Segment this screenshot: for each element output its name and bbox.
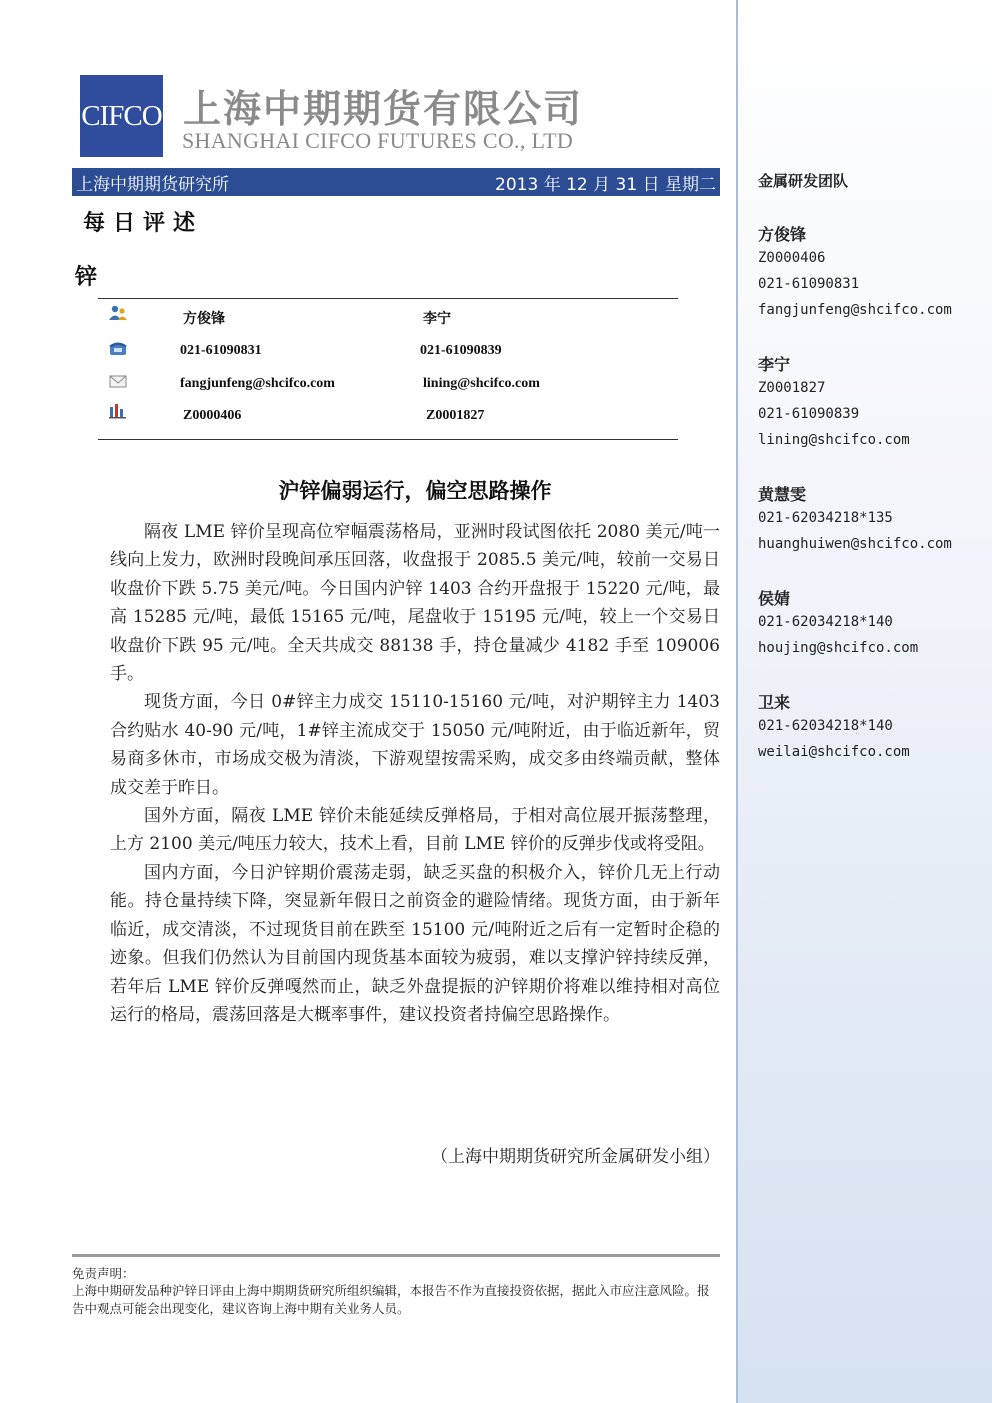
article-paragraph: 国外方面，隔夜 LME 锌价未能延续反弹格局，于相对高位展开振荡整理，上方 2100 美元/吨压力较大，技术上看，目前 LME 锌价的反弹步伐或将受阻。	[110, 806, 720, 855]
article-signature: （上海中期期货研究所金属研发小组）	[431, 1147, 720, 1167]
analyst-contact-table	[98, 298, 678, 440]
phone-icon	[108, 340, 128, 356]
disclaimer-divider	[72, 1254, 720, 1257]
sidebar-member-email[interactable]: houjing@shcifco.com	[758, 640, 919, 656]
contact-license-right: Z0001827	[426, 408, 485, 423]
article-body	[110, 518, 720, 1029]
company-name-en: SHANGHAI CIFCO FUTURES CO., LTD	[182, 128, 574, 153]
sidebar-member-license: Z0000406	[758, 250, 826, 266]
article-paragraph: 现货方面，今日 0#锌主力成交 15110-15160 元/吨，对沪期锌主力 1403 合约贴水 40-90 元/吨，1#锌主流成交于 15050 元/吨附近，由于临近新年，贸易商多休市，市场成交极为清淡，下游观望按需采购，成交多由终端贡献，整体成交差于昨日。	[110, 692, 720, 798]
section-title: 每日评述	[83, 211, 204, 236]
contact-name-left: 方俊锋	[183, 312, 225, 327]
disclaimer-text: 上海中期研发品种沪锌日评由上海中期期货研究所组织编辑，本报告不作为直接投资依据，据此入市应注意风险。报告中观点可能会出现变化，建议咨询上海中期有关业务人员。	[72, 1283, 710, 1316]
contact-name-right: 李宁	[423, 312, 451, 327]
sidebar-member-phone: 021-61090839	[758, 406, 860, 422]
contact-email-right[interactable]: lining@shcifco.com	[423, 376, 540, 391]
sidebar-member-name: 卫来	[758, 693, 791, 712]
research-team-sidebar	[736, 0, 992, 1403]
institute-name: 上海中期期货研究所	[76, 174, 229, 195]
sidebar-member-phone: 021-61090831	[758, 276, 860, 292]
mail-icon	[108, 373, 128, 389]
disclaimer-title: 免责声明：	[72, 1266, 135, 1281]
article-paragraph: 国内方面，今日沪锌期价震荡走弱，缺乏买盘的积极介入，锌价几无上行动能。持仓量持续下降，突显新年假日之前资金的避险情绪。现货方面，由于新年临近，成交清淡，不过现货目前在跌至 15100 元/吨附近之后有一定暂时企稳的迹象。但我们仍然认为目前国内现货基本面较为疲弱，难以支撑沪锌持续反弹，若年后 LME 锌价反弹嘎然而止，缺乏外盘提振的沪锌期价将难以维持相对高位运行的格局，震荡回落是大概率事件，建议投资者持偏空思路操作。	[110, 862, 720, 1025]
contact-license-left: Z0000406	[183, 408, 242, 423]
contact-email-left[interactable]: fangjunfeng@shcifco.com	[180, 376, 335, 391]
sidebar-member-email[interactable]: huanghuiwen@shcifco.com	[758, 536, 952, 552]
sidebar-member-name: 侯婧	[758, 589, 791, 608]
article-title: 沪锌偏弱运行，偏空思路操作	[278, 479, 552, 503]
commodity-title: 锌	[75, 265, 98, 290]
company-logo	[80, 75, 163, 157]
logo-text: CIFCO	[81, 99, 162, 132]
contact-phone-left: 021-61090831	[180, 343, 262, 358]
sidebar-member-email[interactable]: weilai@shcifco.com	[758, 744, 910, 760]
header-banner	[72, 168, 720, 196]
license-icon	[108, 403, 128, 419]
sidebar-member-name: 方俊锋	[758, 225, 807, 244]
contact-phone-right: 021-61090839	[420, 343, 502, 358]
sidebar-member-phone: 021-62034218*135	[758, 510, 893, 526]
sidebar-title: 金属研发团队	[758, 172, 849, 190]
sidebar-member-phone: 021-62034218*140	[758, 614, 893, 630]
sidebar-member-name: 黄慧雯	[758, 485, 807, 504]
report-date: 2013 年 12 月 31 日 星期二	[495, 174, 716, 195]
sidebar-member-email[interactable]: fangjunfeng@shcifco.com	[758, 302, 952, 318]
article-paragraph: 隔夜 LME 锌价呈现高位窄幅震荡格局，亚洲时段试图依托 2080 美元/吨一线向上发力，欧洲时段晚间承压回落，收盘报于 2085.5 美元/吨，较前一交易日收盘价下跌 5.75 美元/吨。今日国内沪锌 1403 合约开盘报于 15220 元/吨，最高 15285 元/吨，最低 15165 元/吨，尾盘收于 15195 元/吨，较上一个交易日收盘价下跌 95 元/吨。全天共成交 88138 手，持仓量减少 4182 手至 109006 手。	[110, 522, 720, 685]
sidebar-member-name: 李宁	[758, 355, 791, 374]
company-name-cn: 上海中期期货有限公司	[183, 87, 584, 131]
sidebar-member-phone: 021-62034218*140	[758, 718, 893, 734]
sidebar-member-email[interactable]: lining@shcifco.com	[758, 432, 910, 448]
sidebar-member-license: Z0001827	[758, 380, 826, 396]
person-icon	[108, 305, 128, 321]
